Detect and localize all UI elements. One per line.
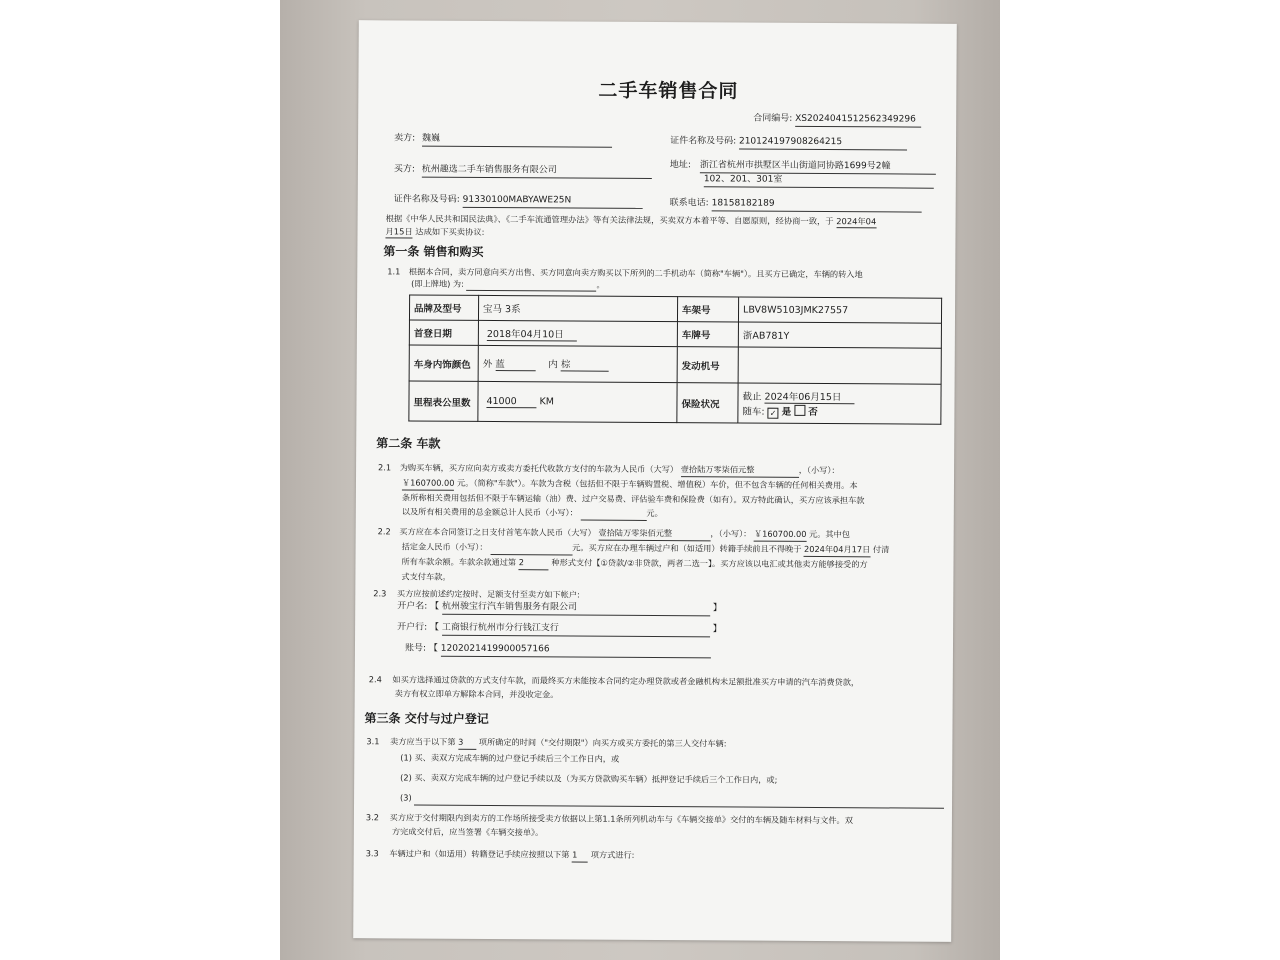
clause-3-1-option-2: (2) 买、卖双方完成车辆的过户登记手续以及（为买方贷款购买车辆）抵押登记手续后三个工作日内，或; bbox=[400, 772, 778, 785]
mileage-label: 里程表公里数 bbox=[409, 381, 478, 421]
price-uppercase: 壹拾陆万零柒佰元整 bbox=[681, 462, 799, 478]
insurance-label: 保险状况 bbox=[677, 383, 738, 423]
plate-label: 车牌号 bbox=[677, 322, 738, 347]
exterior-color: 蓝 bbox=[495, 356, 535, 371]
account-name-row: 开户名: 【 杭州骏宝行汽车销售服务有限公司 】 bbox=[397, 600, 722, 616]
delivery-item: 3 bbox=[458, 735, 476, 750]
clause-3-1-option-3: (3) bbox=[400, 790, 944, 808]
clause-1-1: 1.1 根据本合同，卖方同意向买方出售、买方同意向卖方购买以下所列的二手机动车（简称"车辆"）。且买方已确定，车辆的转入地 (即上牌地) 为: 。 bbox=[387, 266, 863, 290]
phone: 18158182189 bbox=[712, 197, 922, 212]
intro-paragraph: 根据《中华人民共和国民法典》、《二手车流通管理办法》等有关法律法规，买卖双方本着平等、自愿原则，经协商一致，于 2024年04 月15日 达成如下买卖协议: bbox=[385, 213, 877, 237]
clause-3-3: 3.3 车辆过户和（如适用）转籍登记手续应按照以下第 1 项方式进行: bbox=[366, 846, 635, 863]
reg-date-cell bbox=[478, 320, 677, 346]
account-bank-row: 开户行: 【 工商银行杭州市分行钱江支行 】 bbox=[397, 621, 722, 637]
deposit-field bbox=[490, 540, 572, 556]
buyer-id: 91330100MABYAWE25N bbox=[463, 194, 643, 209]
clause-2-1: 2.1 为购买车辆，买方应向卖方或卖方委托代收款方支付的车款为人民币（大写） 壹拾陆万零柒佰元整 ，（小写）： ￥160700.00 元。（简称"车款"）。车款为含税（包括但不限于车辆购置税、增值税）车价，但不包含车辆的任何相关费用。本 条所称相关费用包括但不限于车辆运输（油）费、过户交易费、评估验车费和保险费（如有）。双方特此确认，买方应该承担车款 以及所有相关费用的总金额总计人民币（小写）： 元。 bbox=[378, 460, 865, 522]
clause-2-3: 2.3 买方应按前述约定按时、足额支付至卖方如下帐户: bbox=[373, 588, 580, 600]
clause-3-1: 3.1 卖方应当于以下第 3 项所确定的时间（"交付期限"）向买方或买方委托的第三人交付车辆: bbox=[366, 736, 727, 749]
payment-method: 2 bbox=[519, 555, 549, 570]
seller-id-row: 证件名称及号码: 210124197908264215 bbox=[670, 135, 907, 150]
price-lowercase: ￥160700.00 bbox=[402, 475, 455, 490]
seller-name: 魏巍 bbox=[422, 133, 612, 148]
clause-2-4: 2.4 如买方选择通过贷款的方式支付车款，而最终买方未能按本合同约定办理贷款或者金融机构未足额批准买方申请的汽车消费贷款， 卖方有权立即单方解除本合同，并没收定金。 bbox=[368, 674, 860, 700]
transfer-item: 1 bbox=[572, 848, 588, 863]
insurance-until: 2024年06月15日 bbox=[765, 388, 855, 404]
clause-3-1-option-1: (1) 买、卖双方完成车辆的过户登记手续后三个工作日内，或 bbox=[400, 752, 620, 764]
yes-checkbox: ✓ bbox=[768, 407, 779, 418]
document-title: 二手车销售合同 bbox=[598, 79, 739, 103]
brand-value: 宝马 3系 bbox=[478, 295, 677, 321]
engine-label: 发动机号 bbox=[677, 347, 738, 383]
contract-number: 合同编号: XS20240415125623492​96 bbox=[753, 113, 921, 128]
clause-3-2: 3.2 买方应于交付期限内到卖方的工作场所接受卖方依据以上第1.1条所列机动车与《车辆交接单》交付的车辆及随车材料与文件。双 方完成交付后，应当签署《车辆交接单》。 bbox=[365, 812, 853, 838]
color-label: 车身内饰颜色 bbox=[409, 345, 478, 381]
balance-deadline: 2024年04月17日 bbox=[804, 542, 870, 557]
reg-date-value: 2018年04月10日 bbox=[487, 325, 577, 341]
interior-color: 棕 bbox=[561, 356, 609, 371]
vin-value: LBV8W5103JMK27557 bbox=[738, 297, 941, 323]
mileage-cell: 41000 KM bbox=[478, 381, 677, 422]
account-name: 杭州骏宝行汽车销售服务有限公司 bbox=[442, 601, 710, 617]
buyer-row: 买方: 杭州趣选二手车销售服务有限公司 bbox=[394, 163, 652, 179]
no-checkbox bbox=[794, 404, 805, 415]
account-number-row: 账号: 【 1202021419900057166 bbox=[405, 642, 711, 658]
buyer-name: 杭州趣选二手车销售服务有限公司 bbox=[422, 164, 652, 179]
mileage-value: 41000 bbox=[486, 395, 536, 407]
insurance-cell: 截止 2024年06月15日 随车: ✓ 是 否 bbox=[738, 383, 941, 424]
seller-id: 210124197908264215 bbox=[739, 136, 907, 151]
address-line2-wrap bbox=[704, 173, 934, 188]
buyer-id-row: 证件名称及号码: 91330100MABYAWE25N bbox=[394, 193, 643, 209]
engine-value bbox=[738, 347, 941, 384]
article-2-title: 第二条 车款 bbox=[376, 436, 441, 451]
article-1-title: 第一条 销售和购买 bbox=[383, 244, 484, 259]
first-payment-lowercase: ￥160700.00 bbox=[754, 527, 807, 542]
account-bank: 工商银行杭州市分行钱江支行 bbox=[442, 622, 710, 638]
brand-label: 品牌及型号 bbox=[409, 295, 478, 320]
option-3-field bbox=[414, 791, 944, 809]
account-number: 1202021419900057166 bbox=[441, 643, 711, 659]
address-row: 地址: 浙江省杭州市拱墅区半山街道同协路1699号2幢 bbox=[670, 159, 936, 175]
address-line2: 102、201、301室 bbox=[704, 173, 934, 188]
address-line1: 浙江省杭州市拱墅区半山街道同协路1699号2幢 bbox=[700, 159, 936, 174]
seller-row: 卖方: 魏巍 bbox=[394, 132, 612, 147]
phone-row: 联系电话: 18158182189 bbox=[670, 197, 922, 213]
vin-label: 车架号 bbox=[677, 297, 738, 322]
first-payment-uppercase: 壹拾陆万零柒佰元整 bbox=[598, 526, 710, 542]
contract-number-value: XS20240415125623492​96 bbox=[795, 113, 921, 128]
total-amount-field bbox=[580, 506, 646, 521]
article-3-title: 第三条 交付与过户登记 bbox=[364, 711, 489, 726]
color-cell: 外 蓝 内 棕 bbox=[478, 345, 677, 382]
vehicle-info-table bbox=[408, 294, 942, 424]
contract-paper bbox=[353, 20, 957, 942]
reg-date-label: 首登日期 bbox=[409, 320, 478, 345]
registration-place-field bbox=[466, 278, 596, 292]
clause-2-2: 2.2 买方应在本合同签订之日支付首笔车款人民币（大写） 壹拾陆万零柒佰元整 ，（小写）： ￥160700.00 元。其中包 括定金人民币（小写）： 元。买方应在办理车辆过户和（如适用）转籍手续前且不得晚于 2024年04月17日 付清 所有车款余额。车款余款通过第 2 种形式支付【①贷款/②非贷款，两者二选一】。买方应该以电汇或其他卖方能够接受的方 式支付车款。 bbox=[377, 526, 890, 582]
plate-value: 浙AB781Y bbox=[738, 322, 941, 348]
